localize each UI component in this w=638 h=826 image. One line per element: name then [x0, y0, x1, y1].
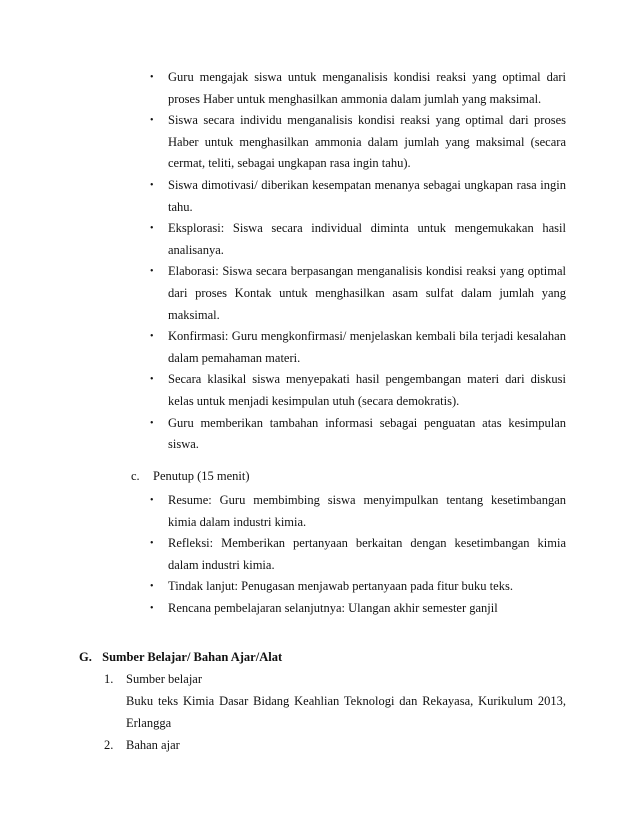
bullet-icon: •: [150, 495, 154, 506]
bullet-icon: •: [150, 602, 154, 614]
bullet-icon: •: [150, 374, 154, 386]
bullet-icon: •: [150, 223, 154, 235]
list-item: • Guru memberikan tambahan informasi sebagai penguatan atas kesimpulan siswa.: [150, 413, 566, 456]
list-item: • Siswa secara individu menganalisis kondisi reaksi yang optimal dari proses Haber untuk menghasilkan ammonia dalam jumlah yang maksimal (secara cermat, teliti, sebagai ungkapan rasa ingin tahu).: [150, 110, 566, 175]
list-item: • Eksplorasi: Siswa secara individual diminta untuk mengemukakan hasil analisanya.: [150, 218, 566, 261]
bullet-icon: •: [150, 331, 154, 343]
section-c-text: Penutup (15 menit): [153, 469, 250, 483]
bullet-icon: •: [150, 417, 154, 429]
list-item: • Refleksi: Memberikan pertanyaan berkaitan dengan kesetimbangan kimia dalam industri kimia.: [150, 533, 566, 576]
numbered-label: 1.: [104, 672, 114, 686]
section-g-title: Sumber Belajar/ Bahan Ajar/Alat: [102, 650, 283, 664]
bullet-icon: •: [150, 72, 154, 83]
numbered-item-bahan-ajar: [104, 734, 566, 756]
section-c-label: c.: [131, 469, 140, 483]
list-item: • Konfirmasi: Guru mengkonfirmasi/ menjelaskan kembali bila terjadi kesalahan dalam pemahaman materi.: [150, 326, 566, 369]
bullet-icon: •: [150, 581, 154, 593]
bullet-icon: •: [150, 179, 154, 191]
numbered-text: Sumber belajar: [126, 672, 203, 686]
section-g-label: G.: [79, 650, 92, 664]
activity-bullet-list: [150, 67, 566, 456]
numbered-text: Bahan ajar: [126, 738, 180, 752]
bullet-icon: •: [150, 538, 154, 550]
bullet-icon: •: [150, 115, 154, 127]
list-item: • Siswa dimotivasi/ diberikan kesempatan menanya sebagai ungkapan rasa ingin tahu.: [150, 175, 566, 218]
numbered-detail: Buku teks Kimia Dasar Bidang Keahlian Teknologi dan Rekayasa, Kurikulum 2013, Erlangga: [126, 694, 566, 730]
section-g-heading: [79, 647, 282, 667]
bullet-icon: •: [150, 266, 154, 278]
list-item: • Elaborasi: Siswa secara berpasangan menganalisis kondisi reaksi yang optimal dari proses Kontak untuk menghasilkan asam sulfat dalam jumlah yang maksimal.: [150, 261, 566, 326]
closing-bullet-list: [150, 490, 566, 620]
numbered-item-sumber-belajar: [104, 668, 566, 734]
numbered-label: 2.: [104, 738, 114, 752]
list-item: • Guru mengajak siswa untuk menganalisis kondisi reaksi yang optimal dari proses Haber untuk menghasilkan ammonia dalam jumlah yang maksimal.: [150, 67, 566, 110]
section-c-heading: [131, 466, 250, 487]
list-item: • Resume: Guru membimbing siswa menyimpulkan tentang kesetimbangan kimia dalam industri kimia.: [150, 490, 566, 533]
list-item: • Tindak lanjut: Penugasan menjawab pertanyaan pada fitur buku teks.: [150, 576, 566, 598]
list-item: • Secara klasikal siswa menyepakati hasil pengembangan materi dari diskusi kelas untuk menjadi kesimpulan utuh (secara demokratis).: [150, 369, 566, 412]
list-item: • Rencana pembelajaran selanjutnya: Ulangan akhir semester ganjil: [150, 598, 566, 620]
